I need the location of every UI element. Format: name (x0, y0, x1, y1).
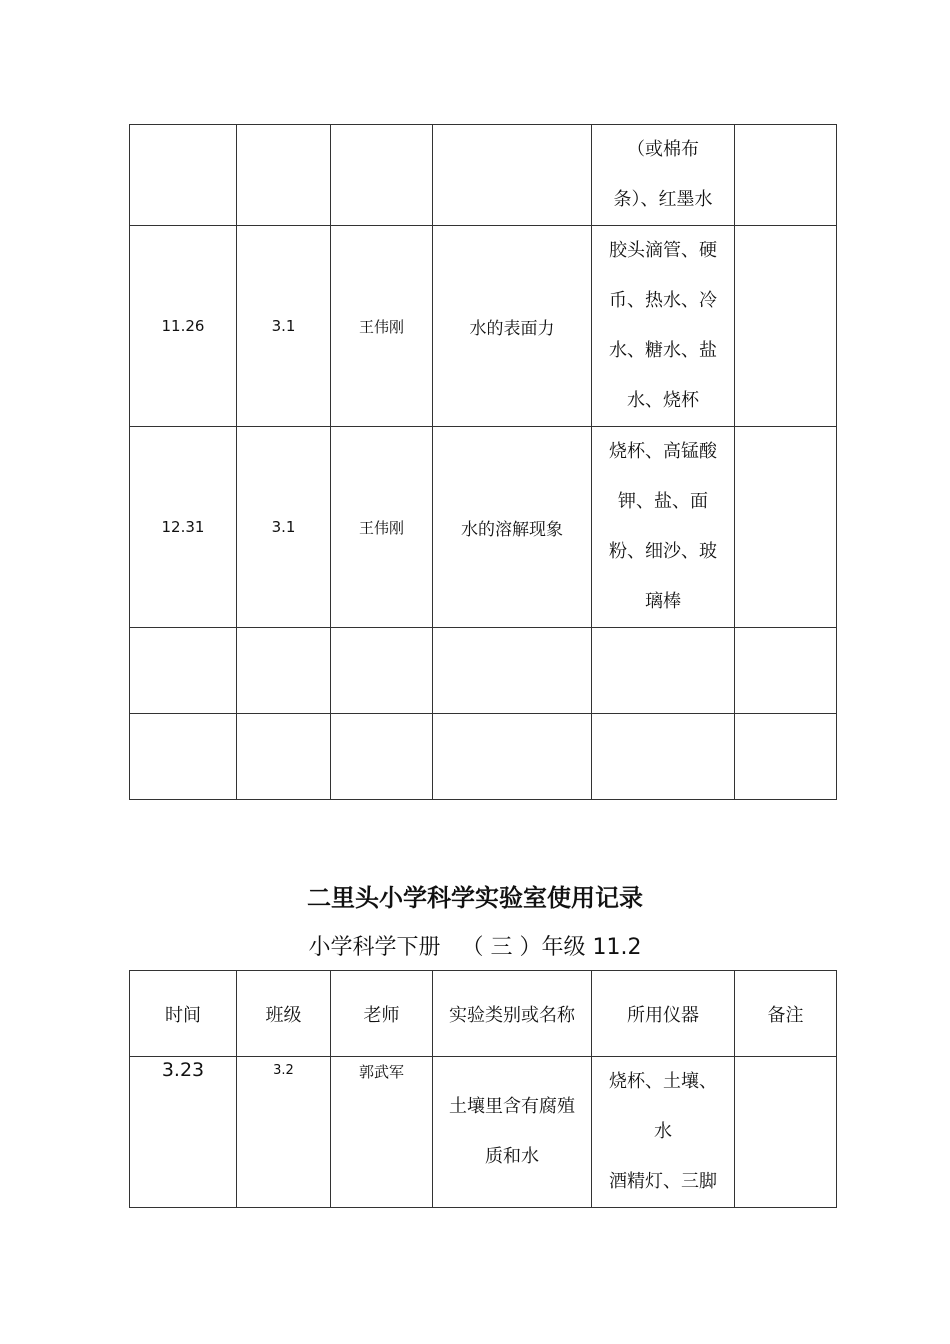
header-time: 时间 (130, 971, 237, 1057)
table-row (130, 226, 837, 427)
time-cell (130, 628, 237, 714)
equipment-cell (592, 125, 735, 226)
note-cell (735, 628, 837, 714)
equipment-cell (592, 427, 735, 628)
equipment-line: 烧杯、高锰酸 (609, 441, 717, 462)
equipment-cell (592, 226, 735, 427)
equipment-line: 烧杯、土壤、 (609, 1071, 717, 1092)
equipment-line: 条）、红墨水 (613, 189, 713, 210)
table-row (130, 714, 837, 800)
equipment-line: 粉、细沙、玻 (609, 541, 717, 562)
experiment-cell (433, 714, 592, 800)
equipment-cell (592, 1057, 735, 1208)
document-subtitle: 小学科学下册 （ 三 ）年级 11.2 (308, 935, 642, 960)
experiment-cell: 水的表面力 (433, 226, 592, 427)
note-cell (735, 226, 837, 427)
continued-record-table (129, 124, 837, 800)
equipment-line: 酒精灯、三脚 (609, 1171, 717, 1192)
time-cell (130, 714, 237, 800)
time-cell: 12.31 (130, 427, 237, 628)
equipment-cell (592, 628, 735, 714)
equipment-line: 水、烧杯 (627, 390, 699, 411)
teacher-cell (331, 628, 433, 714)
time-cell: 3.23 (130, 1057, 237, 1208)
experiment-cell (433, 1057, 592, 1208)
equipment-line: 水 (654, 1121, 672, 1142)
time-cell: 11.26 (130, 226, 237, 427)
experiment-cell (433, 628, 592, 714)
teacher-cell: 郭武军 (331, 1057, 433, 1208)
equipment-line: （或棉布 (627, 139, 699, 160)
teacher-cell: 王伟刚 (331, 427, 433, 628)
equipment-line: 币、热水、冷 (609, 290, 717, 311)
table-row (130, 1057, 837, 1208)
time-cell (130, 125, 237, 226)
class-cell: 3.1 (237, 226, 331, 427)
experiment-cell (433, 125, 592, 226)
document-title: 二里头小学科学实验室使用记录 (307, 884, 643, 912)
equipment-line: 水、糖水、盐 (609, 340, 717, 361)
experiment-cell: 水的溶解现象 (433, 427, 592, 628)
header-note: 备注 (735, 971, 837, 1057)
class-cell: 3.2 (237, 1057, 331, 1208)
header-teacher: 老师 (331, 971, 433, 1057)
table-row (130, 628, 837, 714)
class-cell: 3.1 (237, 427, 331, 628)
header-class: 班级 (237, 971, 331, 1057)
teacher-cell (331, 714, 433, 800)
equipment-line: 胶头滴管、硬 (609, 240, 717, 261)
experiment-line: 土壤里含有腐殖 (449, 1096, 575, 1117)
equipment-cell (592, 714, 735, 800)
table-row (130, 427, 837, 628)
teacher-cell (331, 125, 433, 226)
equipment-line: 钾、盐、面 (618, 491, 708, 512)
note-cell (735, 427, 837, 628)
note-cell (735, 125, 837, 226)
class-cell (237, 125, 331, 226)
teacher-cell: 王伟刚 (331, 226, 433, 427)
note-cell (735, 714, 837, 800)
class-cell (237, 628, 331, 714)
header-experiment: 实验类别或名称 (433, 971, 592, 1057)
equipment-line: 璃棒 (645, 591, 681, 612)
table-row (130, 125, 837, 226)
lab-record-table (129, 970, 837, 1208)
header-equipment: 所用仪器 (592, 971, 735, 1057)
experiment-line: 质和水 (485, 1146, 539, 1167)
note-cell (735, 1057, 837, 1208)
table-header-row (130, 971, 837, 1057)
class-cell (237, 714, 331, 800)
